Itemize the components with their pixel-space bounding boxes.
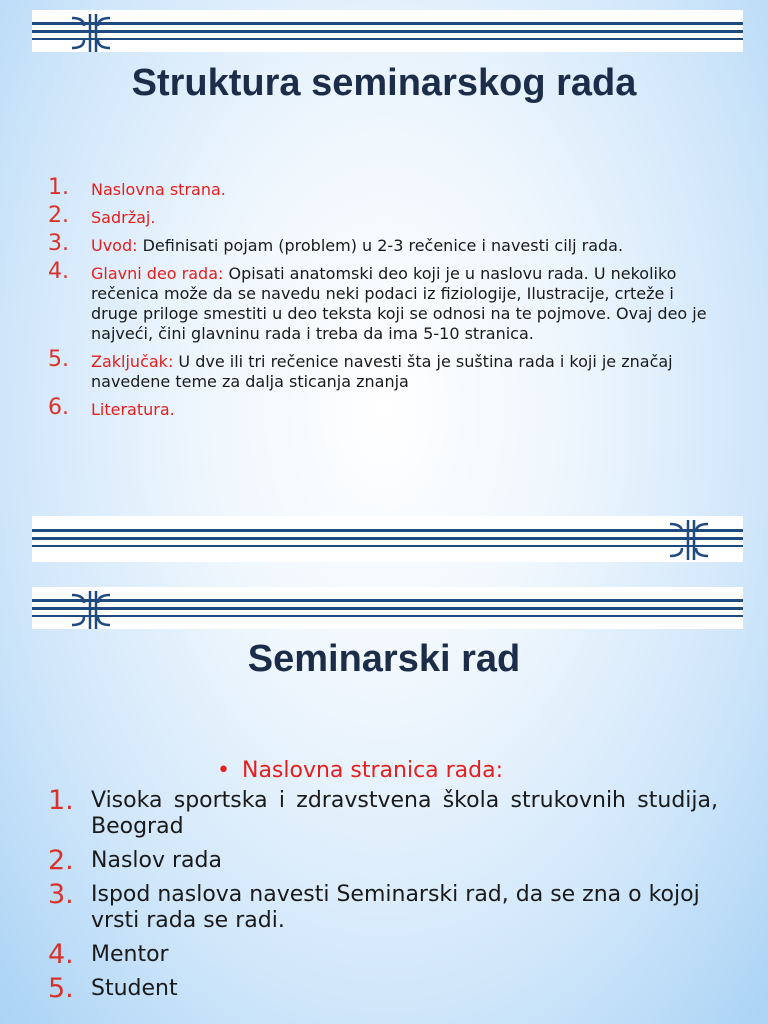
item-tail: . [220,180,226,199]
item-number: 6. [48,395,69,420]
logo-emblem-icon [660,518,740,560]
slide-title: Struktura seminarskog rada [131,62,637,104]
item-tail: . [169,400,175,419]
bullet-icon: • [217,758,230,783]
item-number: 3. [48,879,74,910]
item-label: Zaključak [91,352,168,371]
item-text: Opisati anatomski deo koji je u naslovu rada. U nekoliko rečenica može da se navedu neki podaci iz fiziologije, Ilustracije, crteže i druge priloge smestiti u deo teksta koji se odnosi na te pojmove. Ovaj deo je najveći, čini glavninu rada i treba da ima 5-10 stranica. [91,264,707,343]
item-number: 5. [48,973,74,1004]
item-text: U dve ili tri rečenice navesti šta je suština rada i koji je značaj navedene teme za dalja sticanja znanja [91,352,673,391]
item-number: 1. [48,175,69,200]
item-tail: . [150,208,156,227]
item-label: Sadržaj [91,208,151,227]
item-label: Naslovna strana [91,180,221,199]
list-item [48,845,718,876]
structure-list [48,175,718,428]
item-number: 5. [48,347,69,372]
item-number: 2. [48,203,69,228]
list-item [48,395,718,420]
list-item [48,231,718,256]
item-number: 3. [48,231,69,256]
item-label: Literatura [91,400,170,419]
list-item [48,203,718,228]
item-text: Mentor [91,942,169,967]
list-item [48,939,718,970]
header-band [32,10,743,52]
list-item [48,879,718,934]
item-text: Definisati pojam (problem) u 2-3 rečenice i navesti cilj rada. [137,236,624,255]
list-item [48,175,718,200]
item-text: Naslov rada [91,848,222,873]
slide-title: Seminarski rad [247,638,521,680]
item-text: Ispod naslova navesti Seminarski rad, da se zna o kojoj vrsti rada se radi. [91,882,700,933]
title-page-list [48,785,718,1010]
item-text: Visoka sportska i zdravstvena škola strukovnih studija, Beograd [91,788,718,839]
header-band [32,587,743,629]
slide-1 [0,0,768,505]
list-item [48,785,718,840]
bullet-text: Naslovna stranica rada: [241,758,504,783]
footer-band [32,516,743,562]
list-item [48,973,718,1004]
logo-emblem-icon [62,12,142,52]
item-number: 4. [48,939,74,970]
item-number: 1. [48,785,74,816]
item-tail: : [167,352,174,371]
item-text: Student [91,976,178,1001]
item-label: Glavni deo rada: [91,264,224,283]
item-number: 2. [48,845,74,876]
item-label: Uvod: [91,236,138,255]
list-item [48,259,718,344]
item-number: 4. [48,259,69,284]
logo-emblem-icon [62,589,142,629]
bullet-heading [217,758,503,783]
list-item [48,347,718,392]
